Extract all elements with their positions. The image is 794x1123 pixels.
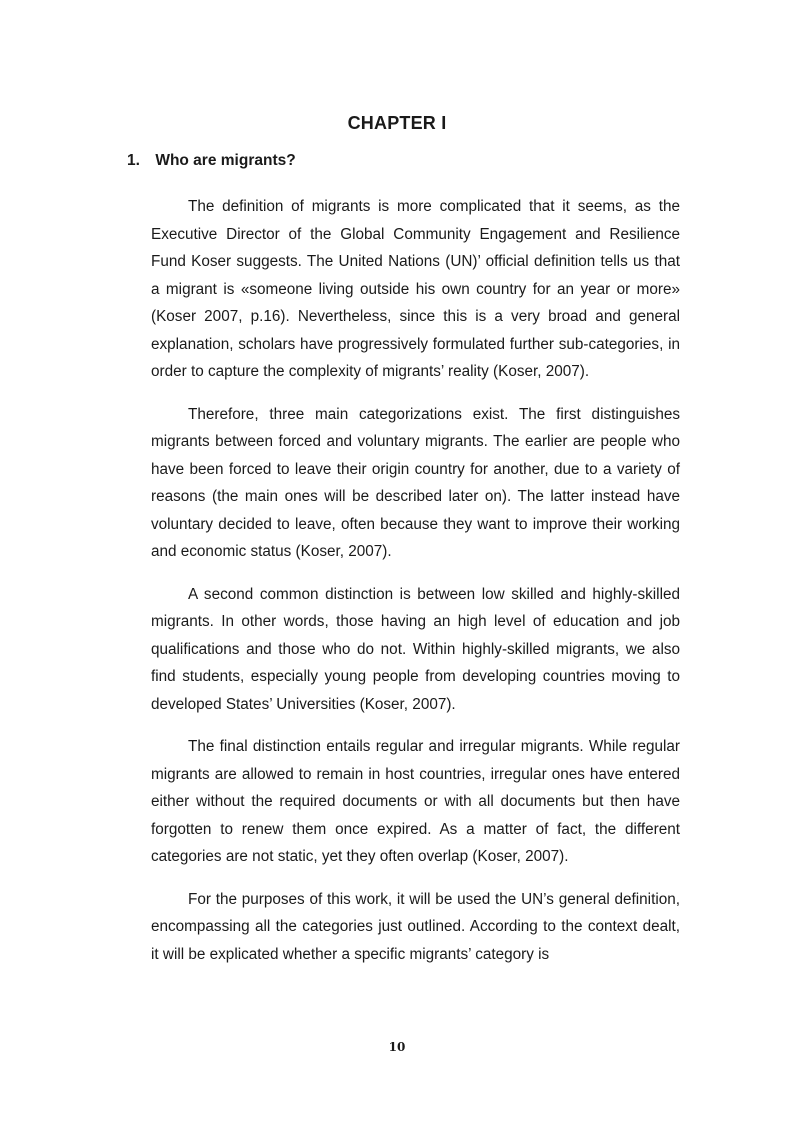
paragraph: A second common distinction is between low skilled and highly-skilled migrants. In other words, those having an high level of education and job qualifications and those who do not. Within highly-skilled migrants, we also find students, especially young people from developing countries moving to developed States’ Universities (Koser, 2007). <box>151 585 680 713</box>
chapter-title: CHAPTER I <box>347 113 447 133</box>
paragraph: Therefore, three main categorizations exist. The first distinguishes migrants between forced and voluntary migrants. The earlier are people who have been forced to leave their origin country for another, due to a variety of reasons (the main ones will be described later on). The latter instead have voluntary decided to leave, often because they want to improve their working and economic status (Koser, 2007). <box>151 405 680 560</box>
body-text <box>151 193 680 983</box>
section-title: Who are migrants? <box>155 152 296 169</box>
paragraph: For the purposes of this work, it will be used the UN’s general definition, encompassing all the categories just outlined. According to the context dealt, it will be explicated whether a specific migrants’ category is <box>151 890 680 963</box>
section-heading <box>127 152 296 170</box>
section-number: 1. <box>127 152 140 169</box>
page-number: 10 <box>388 1040 406 1054</box>
paragraph: The definition of migrants is more complicated that it seems, as the Executive Director of the Global Community Engagement and Resilience Fund Koser suggests. The United Nations (UN)’ official definition tells us that a migrant is «someone living outside his own country for an year or more» (Koser 2007, p.16). Nevertheless, since this is a very broad and general explanation, scholars have progressively formulated further sub-categories, in order to capture the complexity of migrants’ reality (Koser, 2007). <box>151 198 680 380</box>
paragraph: The final distinction entails regular and irregular migrants. While regular migrants are allowed to remain in host countries, irregular ones have entered either without the required documents or with all documents but then have forgotten to renew them once expired. As a matter of fact, the different categories are not static, yet they often overlap (Koser, 2007). <box>151 738 680 865</box>
